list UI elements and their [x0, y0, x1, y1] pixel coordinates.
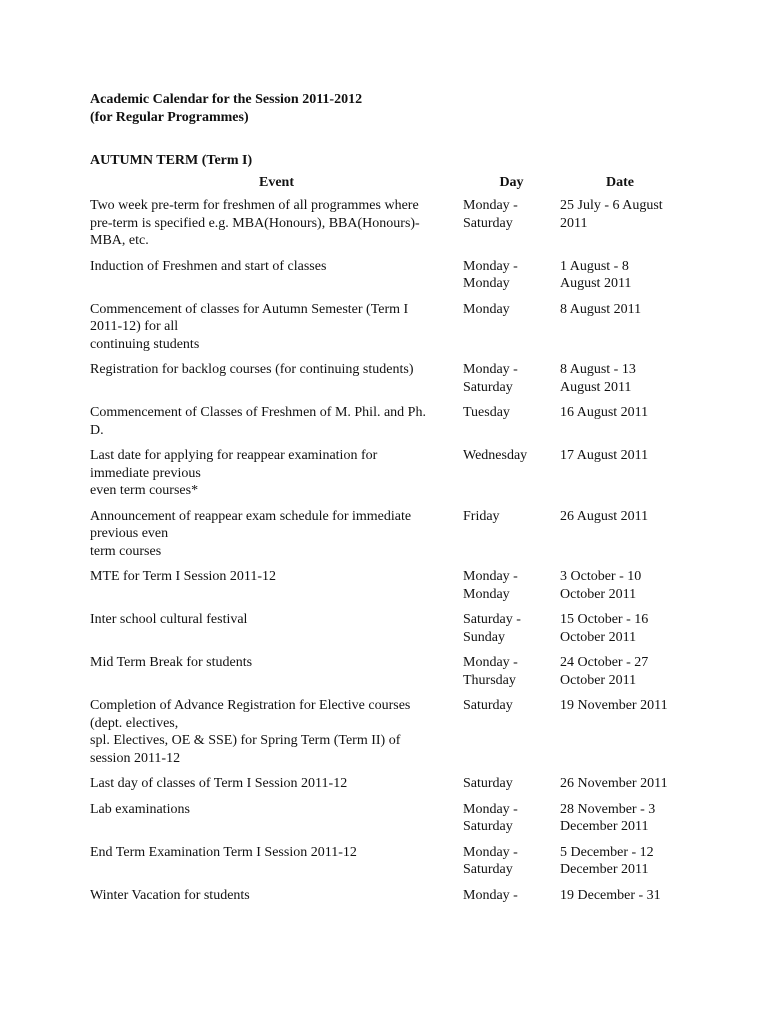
date-cell: 8 August - 13 August 2011 — [560, 362, 636, 395]
day-cell: Saturday — [463, 776, 513, 791]
table-row — [90, 508, 680, 569]
event-cell: End Term Examination Term I Session 2011-12 — [90, 844, 357, 860]
term-heading: AUTUMN TERM (Term I) — [90, 153, 253, 168]
date-cell: 8 August 2011 — [560, 301, 642, 317]
date-cell: 25 July - 6 August 2011 — [560, 198, 663, 231]
day-cell: Monday - Monday — [463, 258, 518, 291]
day-cell: Saturday - Sunday — [463, 612, 521, 645]
date-cell: 26 August 2011 — [560, 508, 649, 524]
date-cell: 15 October - 16 October 2011 — [560, 612, 649, 645]
table-row — [90, 887, 680, 913]
event-cell: Announcement of reappear exam schedule for immediate previous even term courses — [90, 508, 412, 559]
column-header-event: Event — [259, 174, 294, 190]
day-cell: Monday - Saturday — [463, 198, 518, 231]
event-cell: MTE for Term I Session 2011-12 — [90, 569, 277, 584]
day-cell: Wednesday — [463, 448, 528, 463]
day-cell: Monday — [463, 301, 510, 317]
event-cell: Commencement of classes for Autumn Semester (Term I 2011-12) for all continuing students — [90, 301, 409, 352]
table-row — [90, 697, 680, 775]
day-cell: Monday - Saturday — [463, 801, 518, 834]
table-row — [90, 258, 680, 301]
table-header-row — [90, 174, 680, 198]
table-row — [90, 197, 680, 258]
event-cell: Registration for backlog courses (for continuing students) — [90, 362, 414, 377]
day-cell: Tuesday — [463, 405, 510, 420]
table-row — [90, 568, 680, 611]
date-cell: 26 November 2011 — [560, 776, 668, 791]
date-cell: 19 December - 31 — [560, 887, 661, 903]
event-cell: Mid Term Break for students — [90, 655, 253, 670]
event-cell: Last day of classes of Term I Session 2011-12 — [90, 776, 348, 791]
column-header-day: Day — [499, 174, 524, 190]
table-row — [90, 404, 680, 447]
event-cell: Completion of Advance Registration for Elective courses (dept. electives, spl. Electives, OE & SSE) for Spring Term (Term II) of session 2011-12 — [90, 698, 411, 766]
day-cell: Saturday — [463, 698, 513, 713]
event-cell: Last date for applying for reappear examination for immediate previous even term courses* — [90, 448, 378, 498]
table-row — [90, 447, 680, 508]
document-subtitle: (for Regular Programmes) — [90, 109, 249, 125]
table-row — [90, 801, 680, 844]
event-cell: Induction of Freshmen and start of classes — [90, 258, 327, 274]
day-cell: Monday - Saturday — [463, 362, 518, 395]
calendar-table — [90, 174, 680, 913]
table-row — [90, 361, 680, 404]
event-cell: Inter school cultural festival — [90, 612, 248, 627]
day-cell: Friday — [463, 508, 500, 524]
column-header-date: Date — [606, 174, 634, 190]
date-cell: 19 November 2011 — [560, 698, 668, 713]
event-cell: Two week pre-term for freshmen of all programmes where pre-term is specified e.g. MBA(Honours), BBA(Honours)- MBA, etc. — [90, 198, 420, 248]
table-row — [90, 301, 680, 362]
document-page — [90, 91, 690, 912]
table-row — [90, 844, 680, 887]
day-cell: Monday - Monday — [463, 569, 518, 602]
date-cell: 3 October - 10 October 2011 — [560, 569, 642, 602]
day-cell: Monday - Saturday — [463, 844, 518, 877]
event-cell: Winter Vacation for students — [90, 887, 250, 903]
event-cell: Lab examinations — [90, 801, 190, 817]
date-cell: 28 November - 3 December 2011 — [560, 801, 656, 834]
date-cell: 16 August 2011 — [560, 405, 649, 420]
event-cell: Commencement of Classes of Freshmen of M. Phil. and Ph. D. — [90, 405, 426, 438]
date-cell: 24 October - 27 October 2011 — [560, 655, 649, 688]
day-cell: Monday - — [463, 887, 518, 903]
table-row — [90, 654, 680, 697]
day-cell: Monday - Thursday — [463, 655, 518, 688]
date-cell: 17 August 2011 — [560, 448, 649, 463]
date-cell: 5 December - 12 December 2011 — [560, 844, 654, 877]
table-row — [90, 611, 680, 654]
date-cell: 1 August - 8 August 2011 — [560, 258, 632, 291]
document-title: Academic Calendar for the Session 2011-2012 — [90, 92, 363, 107]
table-row — [90, 775, 680, 801]
